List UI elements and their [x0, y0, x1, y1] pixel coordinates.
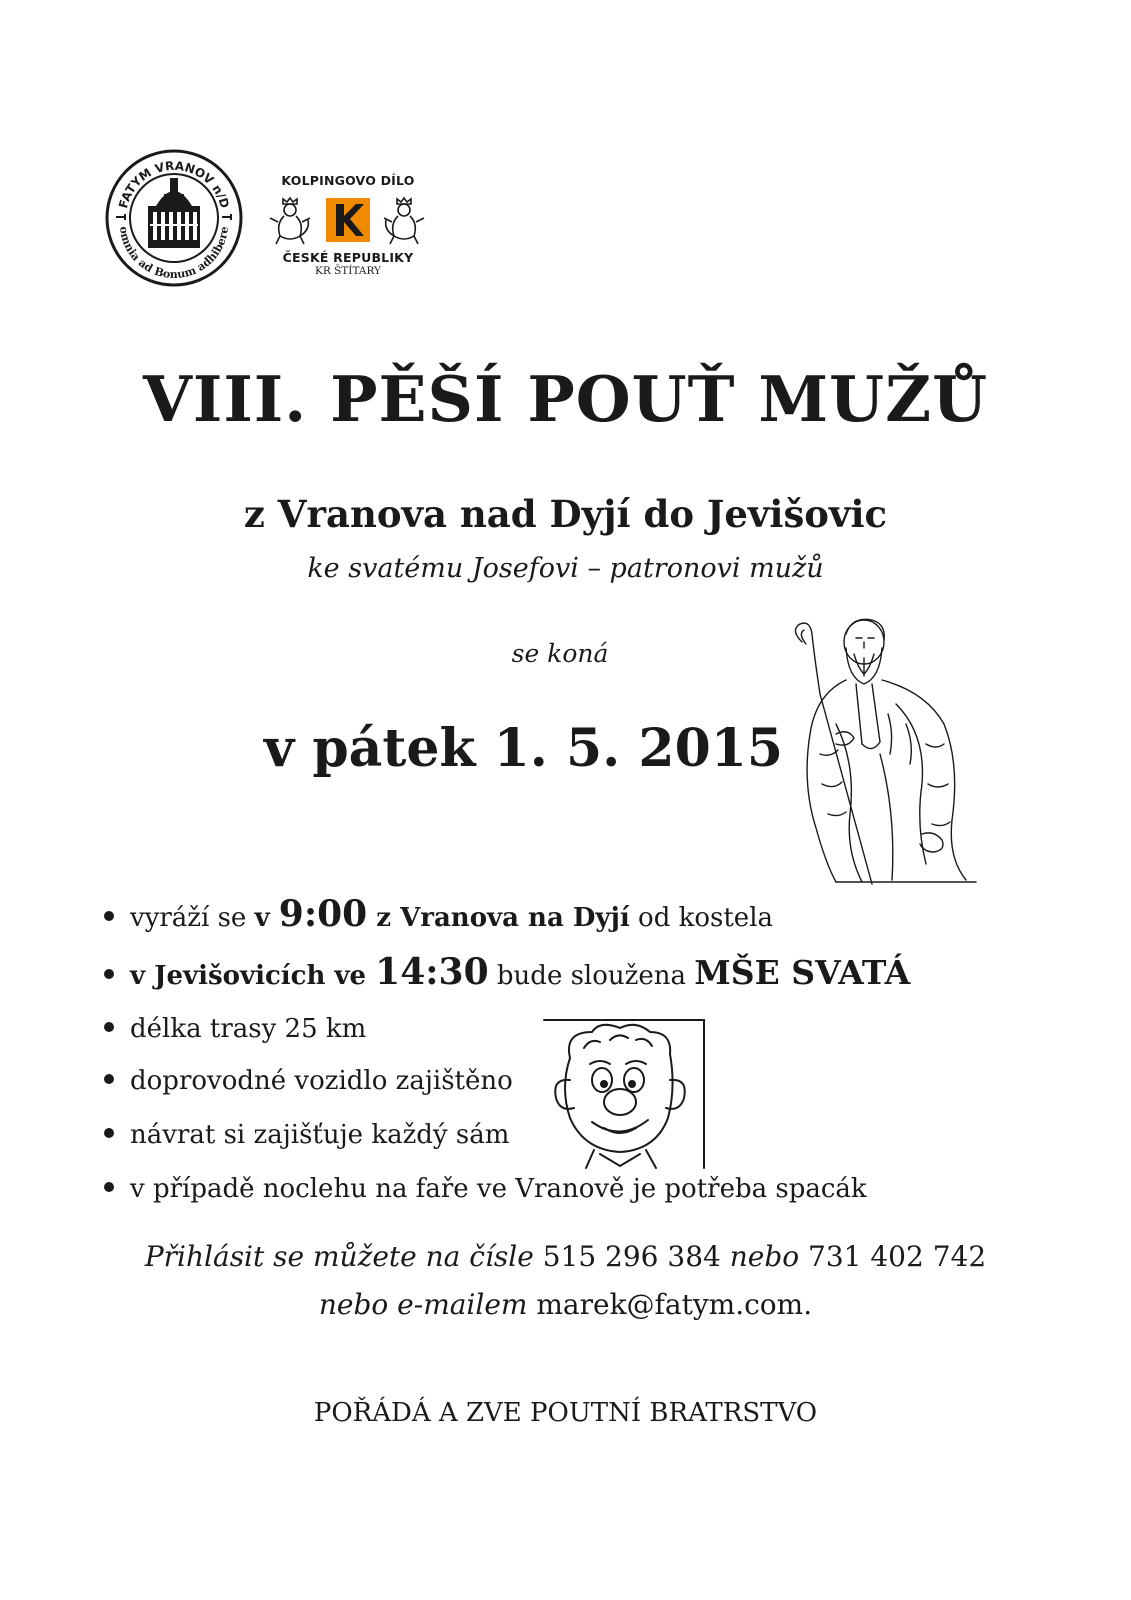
- organizer-text: POŘÁDÁ A ZVE POUTNÍ BRATRSTVO: [313, 1398, 818, 1428]
- contact-phone-1: 515 296 384: [533, 1240, 730, 1273]
- list-item-return: [104, 1120, 509, 1150]
- event-date: v pátek 1. 5. 2015: [264, 718, 784, 779]
- mass-time: 14:30: [375, 951, 489, 993]
- departure-place: z Vranova na Dyjí: [367, 903, 630, 933]
- mass-place: v Jevišovicích ve: [130, 961, 376, 991]
- main-title: VIII. PĚŠÍ POUŤ MUŽŮ: [142, 362, 989, 436]
- kolping-k-icon: [326, 198, 370, 242]
- dedication-text: ke svatému Josefovi – patronovi mužů: [307, 553, 824, 584]
- kolping-line3: KR ŠTÍTARY: [315, 265, 381, 277]
- bullet-icon: [104, 1022, 114, 1032]
- departure-time: 9:00: [278, 893, 368, 935]
- departure-prep: v: [254, 903, 279, 933]
- list-item-mass: [104, 951, 910, 993]
- list-item-distance: [104, 1014, 366, 1044]
- bullet-icon: [104, 1074, 114, 1084]
- fatym-vranov-logo: [104, 148, 244, 288]
- list-item-departure: [104, 893, 773, 935]
- list-item-vehicle: [104, 1066, 513, 1096]
- cartoon-face-illustration: [540, 1018, 710, 1170]
- mass-title: MŠE SVATÁ: [694, 953, 911, 992]
- contact-email-line: [0, 1288, 1131, 1321]
- lion-right-icon: [380, 194, 428, 246]
- return-text: návrat si zajišťuje každý sám: [130, 1120, 510, 1150]
- bullet-icon: [104, 911, 114, 921]
- saint-joseph-illustration: [776, 614, 988, 890]
- fatym-bottom-text: omnia ad Bonum adhibere: [116, 225, 232, 282]
- se-kona-text: se koná: [511, 639, 609, 668]
- route-subtitle: z Vranova nad Dyjí do Jevišovic: [243, 492, 888, 536]
- kolping-line2: ČESKÉ REPUBLIKY: [282, 250, 414, 265]
- kolping-logo: [262, 170, 434, 280]
- contact-email-prefix: nebo e-mailem: [318, 1288, 528, 1321]
- list-item-sleeping: [104, 1174, 867, 1204]
- distance-text: délka trasy 25 km: [130, 1014, 367, 1044]
- lion-left-icon: [266, 194, 314, 246]
- kolping-line1: KOLPINGOVO DÍLO: [281, 173, 415, 188]
- fatym-top-text: FATYM VRANOV n/D: [116, 158, 232, 210]
- departure-from: od kostela: [629, 903, 774, 933]
- contact-phone-line: [0, 1240, 1131, 1273]
- departure-label: vyráží se: [130, 903, 255, 933]
- contact-prefix: Přihlásit se můžete na čísle: [144, 1240, 534, 1273]
- sleeping-text: v případě noclehu na faře ve Vranově je potřeba spacák: [130, 1174, 867, 1204]
- vehicle-text: doprovodné vozidlo zajištěno: [130, 1066, 513, 1096]
- bullet-icon: [104, 969, 114, 979]
- bullet-icon: [104, 1182, 114, 1192]
- bullet-icon: [104, 1128, 114, 1138]
- mass-label: bude sloužena: [488, 961, 695, 991]
- contact-email: marek@fatym.com.: [527, 1288, 813, 1321]
- contact-or: nebo: [729, 1240, 800, 1273]
- contact-phone-2: 731 402 742: [799, 1240, 987, 1273]
